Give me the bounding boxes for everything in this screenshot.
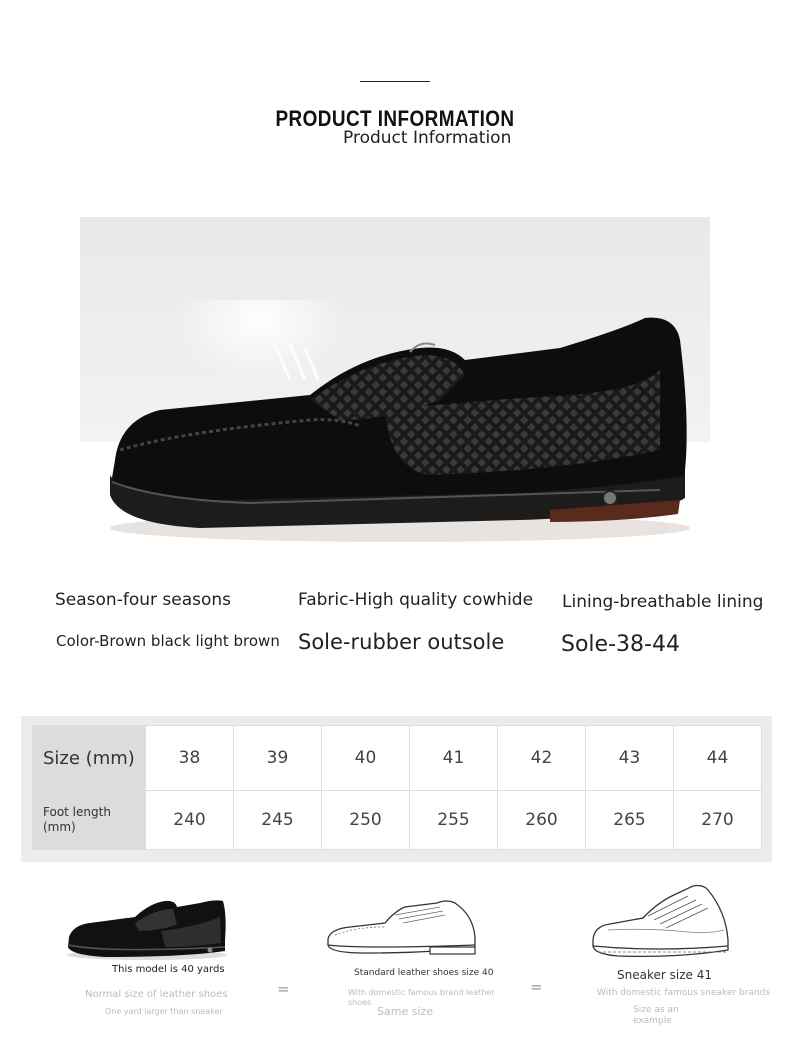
size-chart: [21, 716, 772, 862]
spec-color: Color-Brown black light brown: [56, 632, 280, 650]
size-cell: 41: [410, 726, 498, 791]
foot-length-cell: 245: [234, 791, 322, 850]
standard-caption: Standard leather shoes size 40: [354, 968, 494, 978]
spec-lining: Lining-breathable lining: [562, 592, 764, 612]
equals-sign: =: [277, 980, 290, 998]
sneaker-outline-icon: [588, 882, 733, 962]
row-label-foot-length: Foot length (mm): [33, 791, 146, 850]
hero-shoe-image: [100, 300, 700, 550]
page-subtitle: Product Information: [343, 128, 512, 148]
sneaker-caption: Sneaker size 41: [617, 968, 712, 982]
size-table: [32, 725, 762, 850]
size-cell: 44: [674, 726, 762, 791]
spec-sole-material: Sole-rubber outsole: [298, 630, 505, 654]
foot-length-cell: 240: [146, 791, 234, 850]
spec-fabric: Fabric-High quality cowhide: [298, 590, 534, 610]
row-label-size: Size (mm): [33, 726, 146, 791]
equals-sign: =: [530, 978, 543, 996]
sneaker-line2: Size as an example: [633, 1005, 679, 1026]
sneaker-line1: With domestic famous sneaker brands: [597, 988, 771, 998]
model-line1: Normal size of leather shoes: [85, 989, 228, 1000]
foot-length-cell: 250: [322, 791, 410, 850]
foot-length-cell: 255: [410, 791, 498, 850]
table-row-size: [33, 726, 762, 791]
model-caption: This model is 40 yards: [112, 964, 225, 975]
spec-season: Season-four seasons: [55, 590, 232, 610]
standard-line1: With domestic famous brand leather shoes: [348, 988, 495, 1007]
size-cell: 39: [234, 726, 322, 791]
size-cell: 42: [498, 726, 586, 791]
foot-length-cell: 265: [586, 791, 674, 850]
foot-length-cell: 270: [674, 791, 762, 850]
spec-size-range: Sole-38-44: [561, 632, 680, 657]
page-title: PRODUCT INFORMATION: [275, 106, 515, 131]
size-cell: 38: [146, 726, 234, 791]
table-row-foot-length: [33, 791, 762, 850]
size-cell: 40: [322, 726, 410, 791]
steam-cloud-icon: [175, 300, 345, 380]
model-line2: One yard larger than sneaker: [105, 1007, 223, 1016]
foot-length-cell: 260: [498, 791, 586, 850]
standard-line2: Same size: [377, 1005, 434, 1018]
size-cell: 43: [586, 726, 674, 791]
title-rule: [360, 81, 430, 82]
brogue-shoe-outline-icon: [325, 897, 480, 959]
loafer-shoe-icon: [65, 895, 230, 963]
